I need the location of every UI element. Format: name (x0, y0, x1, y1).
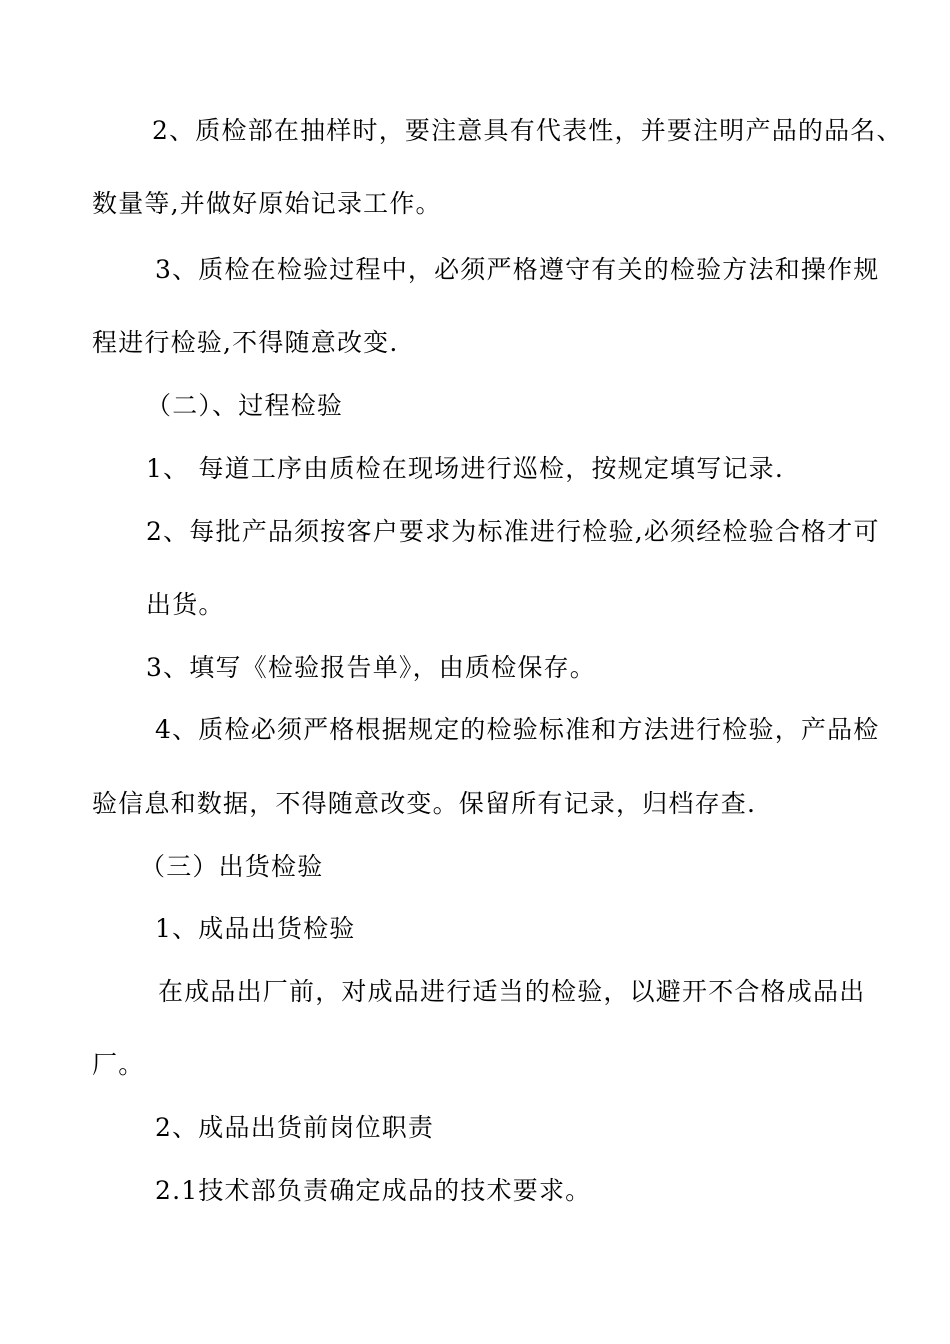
text-line: 3、填写《检验报告单》，由质检保存。 (146, 653, 597, 682)
text-line: 2.1技术部负责确定成品的技术要求。 (155, 1176, 592, 1205)
section-heading: （三）出货检验 (140, 852, 324, 881)
section-heading: （二）、过程检验 (146, 391, 344, 420)
text-line: 2、质检部在抽样时，要注意具有代表性，并要注明产品的品名、 (152, 116, 903, 145)
text-line: 4、质检必须严格根据规定的检验标准和方法进行检验，产品检 (155, 715, 880, 744)
text-line: 数量等,并做好原始记录工作。 (92, 189, 442, 218)
text-line: 厂。 (92, 1050, 145, 1079)
text-line: 出货。 (146, 590, 225, 619)
text-line: 程进行检验,不得随意改变. (92, 328, 399, 357)
text-line: 1、成品出货检验 (155, 914, 356, 943)
text-line: 在成品出厂前，对成品进行适当的检验，以避开不合格成品出 (158, 977, 866, 1006)
text-line: 2、每批产品须按客户要求为标准进行检验,必须经检验合格才可 (146, 517, 880, 546)
text-line: 验信息和数据，不得随意改变。保留所有记录，归档存查. (92, 789, 757, 818)
text-line: 3、质检在检验过程中，必须严格遵守有关的检验方法和操作规 (155, 255, 880, 284)
text-line: 2、成品出货前岗位职责 (155, 1113, 435, 1142)
text-line: 1、 每道工序由质检在现场进行巡检，按规定填写记录. (146, 454, 785, 483)
